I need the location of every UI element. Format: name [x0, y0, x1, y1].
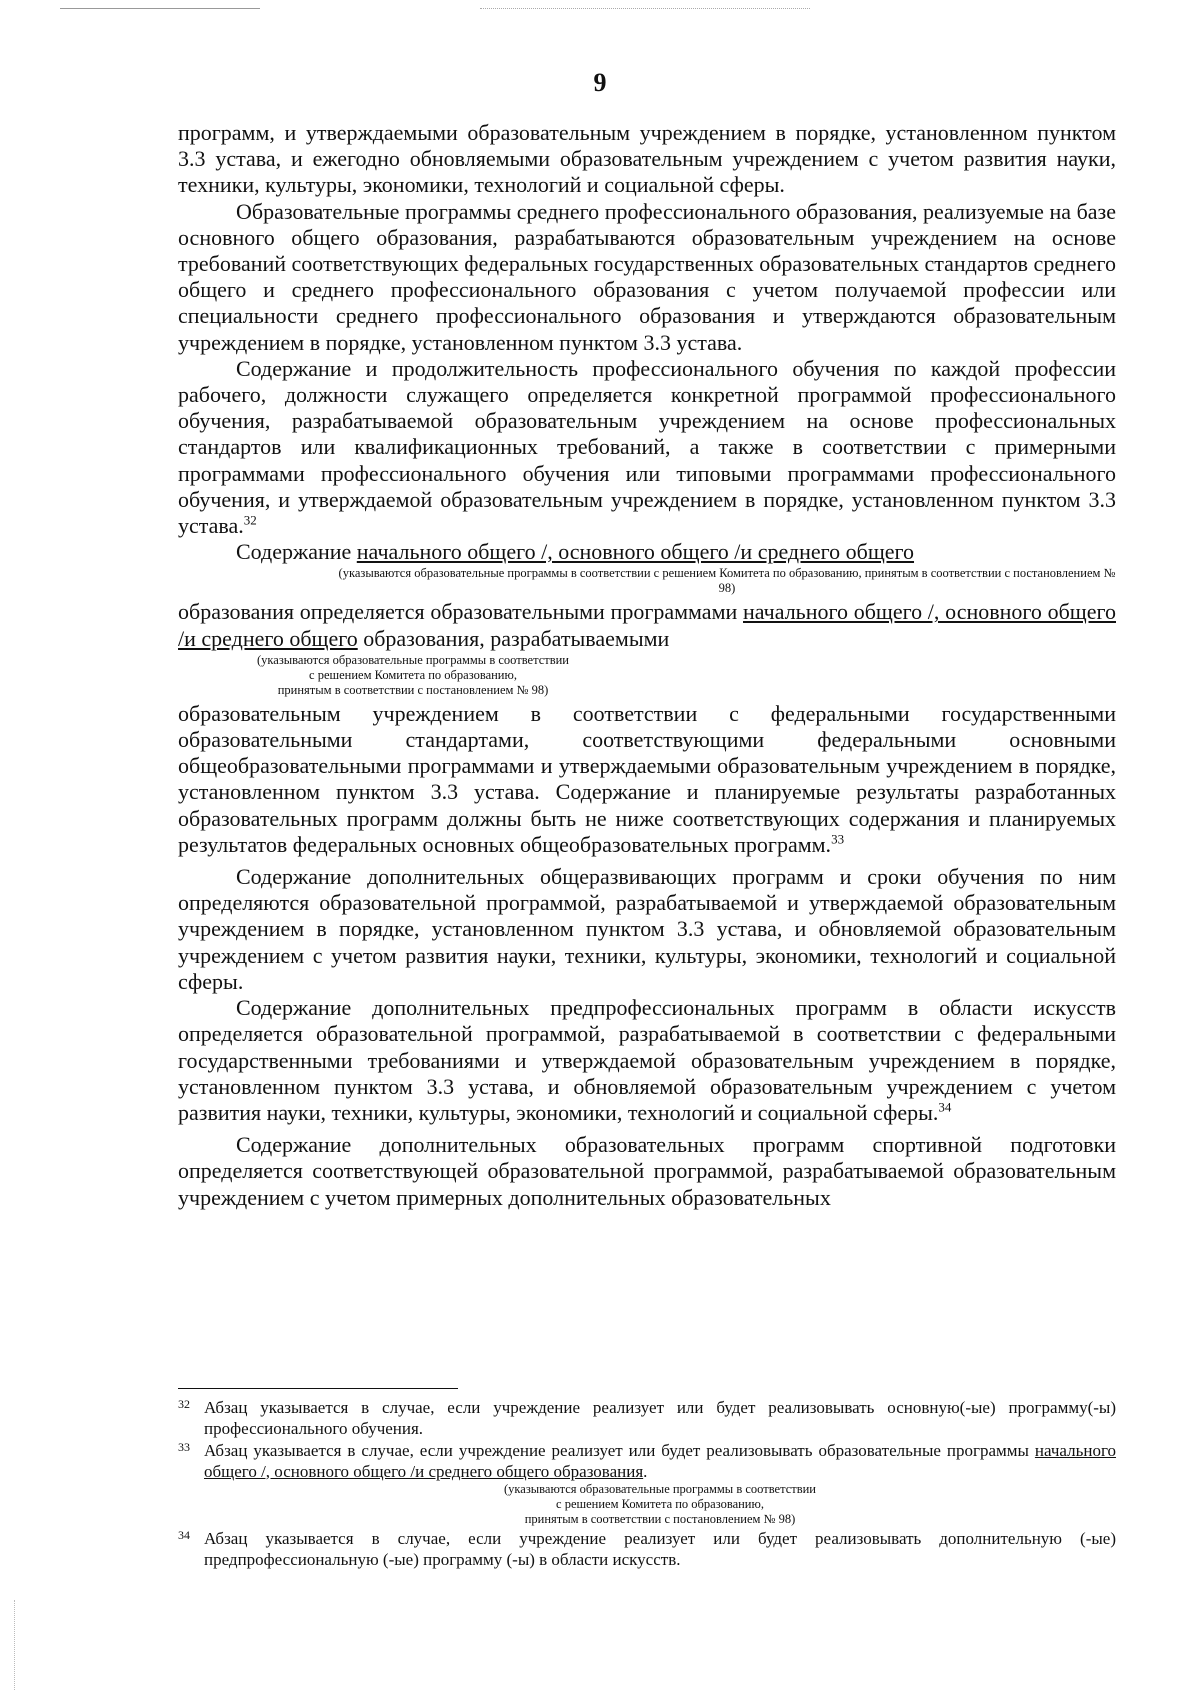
- scan-top-line-2: [480, 8, 810, 9]
- page-number: 9: [593, 68, 607, 97]
- program-levels-underlined-2: начального общего /, основного общего /и среднего общего: [178, 599, 1116, 651]
- paragraph-3-text: Содержание и продолжительность профессионального обучения по каждой профессии рабочего, должности служащего определяется конкретной программой профессионального обучения, разрабатываемой образовательным учреждением на основе профессиональных стандартов или квалификационных требований, а также в соответствии с примерными программами профессионального обучения или типовыми программами профессионального обучения, и утверждаемой образовательным учреждением в порядке, установленном пунктом 3.3 устава.: [178, 355, 1116, 539]
- paragraph-3: [178, 356, 1116, 539]
- paragraph-content-start: [178, 539, 1116, 565]
- hint-note-2: [178, 653, 648, 698]
- footnote-hint-line-3: принятым в соответствии с постановлением № 98): [524, 1512, 796, 1526]
- scan-margin-mark: [14, 1600, 15, 1690]
- hint-note-1: (указываются образовательные программы в соответствии с решением Комитета по образованию, принятым в соответствии с постановлением № 98): [338, 566, 1116, 596]
- document-body: [178, 120, 1116, 1211]
- hint-note-2-line-3: принятым в соответствии с постановлением № 98): [277, 682, 549, 697]
- content-middle-text: образования определяется образовательными программами: [178, 599, 738, 625]
- footnote-number: 33: [178, 1440, 190, 1454]
- paragraph-5-text: Содержание дополнительных предпрофессиональных программ в области искусств определяется образовательной программой, разрабатываемой в соответствии с федеральными государственными требованиями и утверждаемой образовательным учреждением в порядке, установленном пунктом 3.3 устава, и обновляемой образовательным учреждением с учетом развития науки, техники, культуры, экономики, технологий и социальной сферы.: [178, 995, 1116, 1125]
- scan-top-line: [60, 8, 260, 9]
- hint-note-2-line-1: (указываются образовательные программы в соответствии: [257, 652, 569, 667]
- footnotes: [178, 1398, 1116, 1572]
- footnote-number: 32: [178, 1397, 190, 1411]
- footnote-separator: [178, 1388, 458, 1389]
- footnote-text: Абзац указывается в случае, если учреждение реализует или будет реализовывать дополнительную (-ые) предпрофессиональную (-ые) программу (-ы) в области искусств.: [204, 1529, 1116, 1569]
- footnote-number: 34: [178, 1528, 190, 1542]
- footnote-33: [178, 1441, 1116, 1527]
- footnote-32: [178, 1398, 1116, 1439]
- program-levels-underlined-1: начального общего /, основного общего /и среднего общего: [356, 539, 915, 565]
- paragraph-2: Образовательные программы среднего профессионального образования, реализуемые на базе основного общего образования, разрабатываются образовательным учреждением на основе требований соответствующих федеральных государственных образовательных стандартов среднего общего и среднего профессионального образования с учетом получаемой профессии или специальности среднего профессионального образования и утверждаются образовательным учреждением в порядке, установленном пунктом 3.3 устава.: [178, 198, 1116, 355]
- hint-note-2-line-2: с решением Комитета по образованию,: [309, 667, 517, 682]
- footnote-34: [178, 1529, 1116, 1570]
- footnote-ref-33: 33: [831, 831, 845, 847]
- footnote-hint-line-2: с решением Комитета по образованию,: [556, 1497, 764, 1511]
- paragraph-1: программ, и утверждаемыми образовательным учреждением в порядке, установленном пунктом 3.3 устава, и ежегодно обновляемыми образовательным учреждением с учетом развития науки, техники, культуры, экономики, технологий и социальной сферы.: [178, 120, 1116, 198]
- paragraph-5: [178, 995, 1116, 1126]
- footnote-text-end: .: [643, 1461, 648, 1481]
- footnote-text: Абзац указывается в случае, если учреждение реализует или будет реализовывать основную(-ые) программу(-ы) профессионального обучения.: [204, 1398, 1116, 1438]
- footnote-ref-34: 34: [938, 1099, 952, 1115]
- footnote-underlined-programs: начального общего /, основного общего /и среднего общего образования: [204, 1441, 1117, 1481]
- content-start-text: Содержание: [236, 539, 352, 565]
- footnote-hint-line-1: (указываются образовательные программы в соответствии: [504, 1482, 816, 1496]
- paragraph-6: Содержание дополнительных образовательных программ спортивной подготовки определяется соответствующей образовательной программой, разрабатываемой образовательным учреждением с учетом примерных дополнительных образовательных: [178, 1132, 1116, 1210]
- content-middle-text-2: образования, разрабатываемыми: [363, 625, 670, 651]
- footnote-ref-32: 32: [243, 512, 257, 528]
- footnote-hint: [204, 1482, 1116, 1527]
- footnote-text: Абзац указывается в случае, если учреждение реализует или будет реализовывать образовательные программы: [204, 1441, 1029, 1460]
- content-end-text: образовательным учреждением в соответствии с федеральными государственными образовательными стандартами, соответствующими федеральными основными общеобразовательными программами и утверждаемыми образовательным учреждением в порядке, установленном пунктом 3.3 устава. Содержание и планируемые результаты разработанных образовательных программ должны быть не ниже соответствующих содержания и планируемых результатов федеральных основных общеобразовательных программ.: [178, 700, 1116, 857]
- paragraph-4: Содержание дополнительных общеразвивающих программ и сроки обучения по ним определяются образовательной программой, разрабатываемой и утверждаемой образовательным учреждением в порядке, установленном пунктом 3.3 устава, и обновляемой образовательным учреждением с учетом развития науки, техники, культуры, экономики, технологий и социальной сферы.: [178, 864, 1116, 994]
- paragraph-content-middle: [178, 599, 1116, 651]
- paragraph-content-end: [178, 701, 1116, 858]
